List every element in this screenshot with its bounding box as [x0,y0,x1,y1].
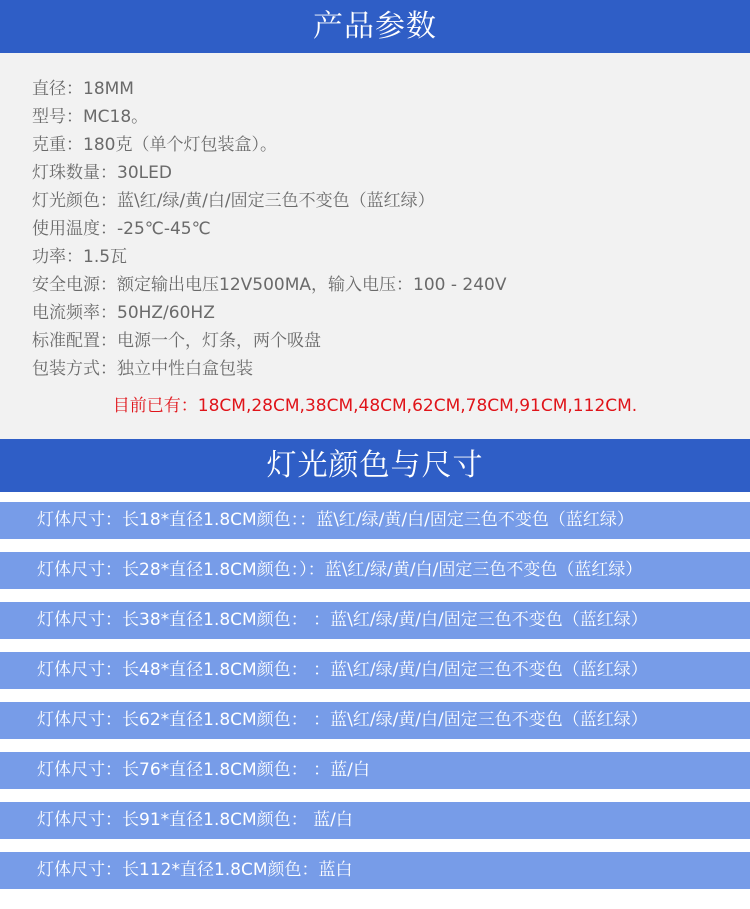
size-row-48 [0,652,750,689]
section-title-colors-sizes: 灯光颜色与尺寸 [0,439,750,492]
section-title-params: 产品参数 [0,0,750,53]
param-standard-kit: 标准配置：电源一个，灯条，两个吸盘 [32,331,321,351]
param-model: 型号：MC18。 [32,107,149,127]
param-packaging: 包装方式：独立中性白盒包装 [32,359,253,379]
size-row-76 [0,752,750,789]
size-row-18 [0,502,750,539]
size-row-38 [0,602,750,639]
size-row-text: 灯体尺寸：长18*直径1.8CM颜色：：蓝\红/绿/黄/白/固定三色不变色（蓝红绿） [37,510,634,530]
size-row-62 [0,702,750,739]
size-row-text: 灯体尺寸：长62*直径1.8CM颜色： ：蓝\红/绿/黄/白/固定三色不变色（蓝红绿） [37,710,648,730]
param-power-supply: 安全电源：额定输出电压12V500MA，输入电压：100 - 240V [32,275,507,295]
size-row-text: 灯体尺寸：长91*直径1.8CM颜色： 蓝/白 [37,810,353,830]
size-row-text: 灯体尺寸：长28*直径1.8CM颜色：）：蓝\红/绿/黄/白/固定三色不变色（蓝红绿） [37,560,643,580]
size-row-112 [0,852,750,889]
param-diameter: 直径：18MM [32,79,134,99]
param-temperature: 使用温度：-25℃-45℃ [32,219,211,239]
params-panel [0,53,750,439]
param-led-count: 灯珠数量：30LED [32,163,172,183]
param-weight: 克重：180克（单个灯包装盒）。 [32,135,277,155]
size-row-text: 灯体尺寸：长48*直径1.8CM颜色： ：蓝\红/绿/黄/白/固定三色不变色（蓝红绿） [37,660,648,680]
size-row-text: 灯体尺寸：长38*直径1.8CM颜色： ：蓝\红/绿/黄/白/固定三色不变色（蓝红绿） [37,610,648,630]
param-frequency: 电流频率：50HZ/60HZ [32,303,215,323]
param-light-color: 灯光颜色：蓝\红/绿/黄/白/固定三色不变色（蓝红绿） [32,191,435,211]
availability-note: 目前已有：18CM,28CM,38CM,48CM,62CM,78CM,91CM,112CM. [112,396,638,416]
size-row-91 [0,802,750,839]
size-row-text: 灯体尺寸：长76*直径1.8CM颜色： ：蓝/白 [37,760,370,780]
size-row-text: 灯体尺寸：长112*直径1.8CM颜色：蓝白 [37,860,353,880]
param-power: 功率：1.5瓦 [32,247,128,267]
size-row-28 [0,552,750,589]
